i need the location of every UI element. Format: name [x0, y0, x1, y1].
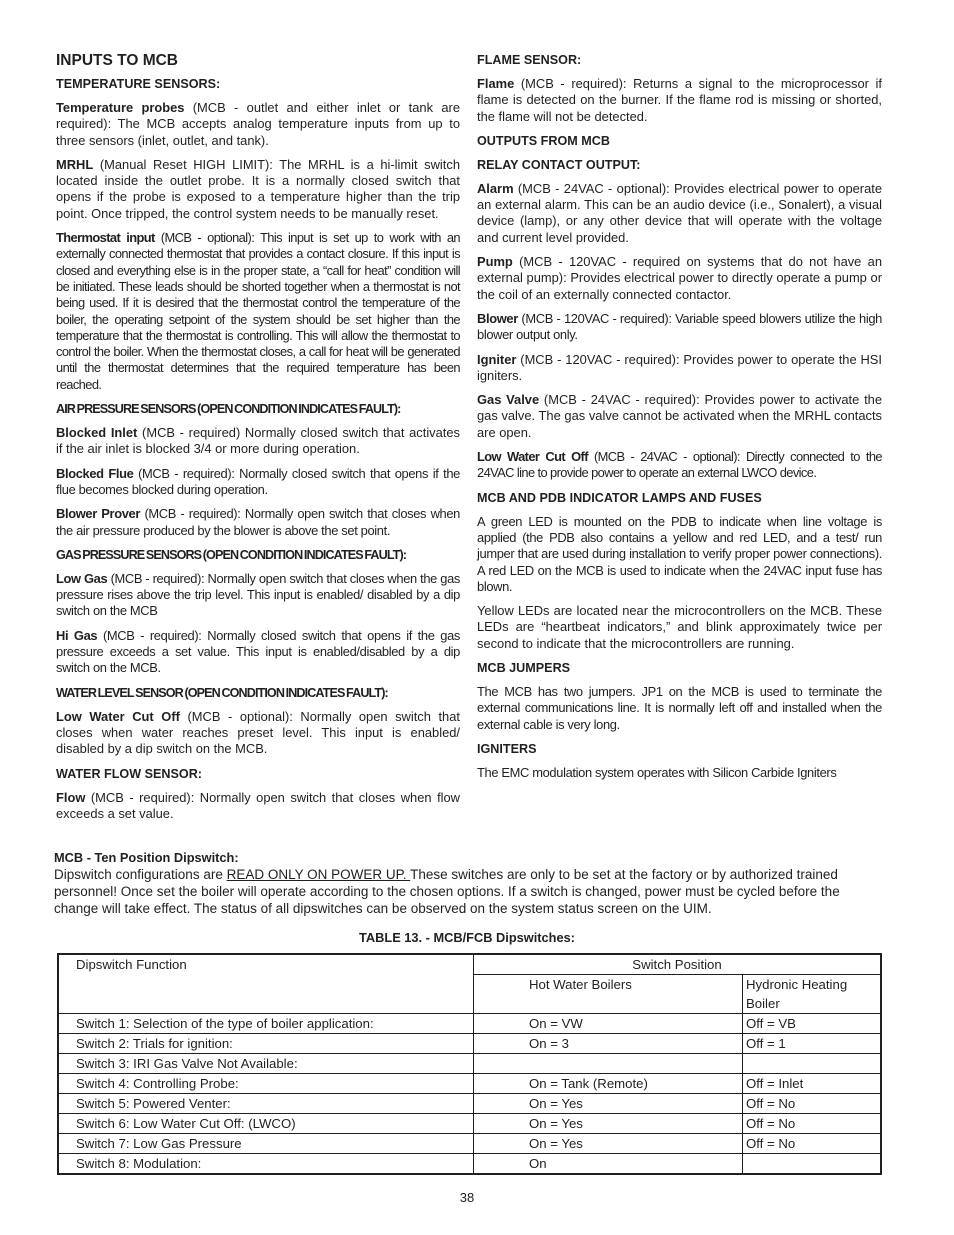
- dipswitch-section: [54, 849, 884, 917]
- term-hi-gas: Hi Gas: [56, 627, 98, 643]
- cell-function: Switch 7: Low Gas Pressure: [58, 1134, 474, 1154]
- cell-hot-water: On = VW: [474, 1014, 743, 1034]
- cell-hydronic: Off = Inlet: [743, 1074, 882, 1094]
- paragraph-lwco-input: [56, 709, 460, 758]
- page-number: 38: [459, 1190, 475, 1205]
- cell-hydronic: Off = No: [743, 1134, 882, 1154]
- paragraph-hi-gas: [56, 628, 460, 677]
- text-blower-prover: (MCB - required): Normally open switch that closes when the air pressure produced by the blower is above the set point.: [56, 506, 460, 538]
- table-header-row: [58, 954, 881, 975]
- cell-function: Switch 6: Low Water Cut Off: (LWCO): [58, 1114, 474, 1134]
- paragraph-flame: [477, 76, 882, 125]
- term-alarm: Alarm: [477, 180, 514, 196]
- paragraph-lamps-1: A green LED is mounted on the PDB to indicate when line voltage is applied (the PDB also contains a yellow and red LED, and a test/ run jumper that are used during installation to verify proper power connections). A red LED on the MCB is used to indicate when the 24VAC input fuse has blown.: [477, 513, 882, 594]
- dipswitch-text-a: Dipswitch configurations are: [54, 867, 227, 882]
- term-pump: Pump: [477, 254, 513, 270]
- dipswitch-table: [57, 953, 882, 1175]
- text-gas-valve: (MCB - 24VAC - required): Provides power to activate the gas valve. The gas valve cannot be activated when the MRHL contacts are open.: [477, 392, 883, 440]
- text-hi-gas: (MCB - required): Normally closed switch that opens if the gas pressure exceeds a set value. This input is enabled/disabled by a dip switch on the MCB.: [56, 627, 460, 676]
- cell-hydronic: [743, 1154, 882, 1175]
- paragraph-thermostat: [56, 230, 460, 393]
- cell-hot-water: On = Yes: [474, 1094, 743, 1114]
- text-blocked-flue: (MCB - required): Normally closed switch that opens if the flue becomes blocked during operation.: [56, 465, 460, 497]
- paragraph-pump: [477, 254, 882, 303]
- term-thermostat: Thermostat input: [56, 230, 155, 246]
- cell-hydronic: Off = No: [743, 1114, 882, 1134]
- term-temperature-probes: Temperature probes: [56, 100, 185, 115]
- text-pump: (MCB - 120VAC - required on systems that do not have an external pump): Provides electrical power to directly operate a pump or the coil of an externally connected contactor.: [477, 254, 882, 302]
- cell-function: Switch 3: IRI Gas Valve Not Available:: [58, 1054, 474, 1074]
- paragraph-igniters: The EMC modulation system operates with Silicon Carbide Igniters: [477, 764, 837, 780]
- subheading-water-flow: WATER FLOW SENSOR:: [56, 766, 202, 781]
- cell-function: Switch 8: Modulation:: [58, 1154, 474, 1175]
- paragraph-alarm: [477, 181, 882, 246]
- term-mrhl: MRHL: [56, 156, 94, 172]
- cell-function: Switch 4: Controlling Probe:: [58, 1074, 474, 1094]
- section-heading-inputs: INPUTS TO MCB: [56, 52, 178, 69]
- term-blocked-inlet: Blocked Inlet: [56, 425, 138, 441]
- subheading-mcb-jumpers: MCB JUMPERS: [477, 661, 571, 676]
- cell-function: Switch 2: Trials for ignition:: [58, 1034, 474, 1054]
- text-thermostat: (MCB - optional): This input is set up to work with an externally connected thermostat that provides a contact closure. If this input is closed and everything else is in the proper state, a “call for heat” condition will be initiated. These leads should be shorted together when a thermostat is not being used. If it is desired that the thermostat control the temperature of the boiler, the operating setpoint of the system should be set higher than the temperature that the thermostat is controlling. This will allow the thermostat to control the boiler. When the thermostat closes, a call for heat will be generated until the thermostat determines that the required temperature has been reached.: [56, 230, 460, 392]
- subheading-temperature-sensors: TEMPERATURE SENSORS:: [56, 77, 221, 91]
- subheading-relay-contact: RELAY CONTACT OUTPUT:: [477, 157, 641, 172]
- term-low-gas: Low Gas: [56, 570, 108, 586]
- subheading-indicator-lamps: MCB AND PDB INDICATOR LAMPS AND FUSES: [477, 490, 762, 505]
- subheading-igniters: IGNITERS: [477, 741, 537, 756]
- cell-function: Switch 5: Powered Venter:: [58, 1094, 474, 1114]
- header-hot-water-boilers: Hot Water Boilers: [474, 975, 743, 1014]
- table-row: [58, 1034, 881, 1054]
- paragraph-gas-valve: [477, 392, 882, 441]
- cell-hot-water: On: [474, 1154, 743, 1175]
- paragraph-mrhl: [56, 157, 460, 222]
- dipswitch-description: [54, 866, 884, 917]
- cell-hot-water: On = Tank (Remote): [474, 1074, 743, 1094]
- table-row: [58, 1014, 881, 1034]
- table-row: [58, 1054, 881, 1074]
- paragraph-lamps-2: Yellow LEDs are located near the microcontrollers on the MCB. These LEDs are “heartbeat indicators,” and blink approximately twice per second to indicate that the microcontrollers are running.: [477, 603, 882, 651]
- text-temperature-probes: (MCB - outlet and either inlet or tank are required): The MCB accepts analog temperature inputs from up to three sensors (inlet, outlet, and tank).: [56, 100, 460, 148]
- cell-hot-water: On = Yes: [474, 1134, 743, 1154]
- table-caption: TABLE 13. - MCB/FCB Dipswitches:: [359, 930, 575, 945]
- table-row: [58, 1074, 881, 1094]
- text-igniter: (MCB - 120VAC - required): Provides power to operate the HSI igniters.: [477, 351, 882, 383]
- subheading-water-level: WATER LEVEL SENSOR (OPEN CONDITION INDICATES FAULT):: [56, 685, 388, 700]
- text-lwco-output: (MCB - 24VAC - optional): Directly connected to the 24VAC line to provide power to operate an external LWCO device.: [477, 449, 882, 481]
- term-blower-prover: Blower Prover: [56, 506, 141, 522]
- cell-hydronic: Off = VB: [743, 1014, 882, 1034]
- text-alarm: (MCB - 24VAC - optional): Provides electrical power to operate an external alarm. This can be an audio device (i.e., Sonalert), a visual device (lamp), or any other device that will operate with the voltage and current level provided.: [477, 180, 882, 245]
- paragraph-low-gas: [56, 571, 460, 620]
- cell-hot-water: On = 3: [474, 1034, 743, 1054]
- term-gas-valve: Gas Valve: [477, 392, 540, 408]
- table-row: [58, 1154, 881, 1175]
- dipswitch-text-underlined: READ ONLY ON POWER UP.: [226, 867, 411, 882]
- term-flow: Flow: [56, 789, 86, 805]
- table-row: [58, 1094, 881, 1114]
- text-blocked-inlet: (MCB - required) Normally closed switch that activates if the air inlet is blocked 3/4 or more during operation.: [56, 425, 460, 457]
- right-column: [477, 52, 882, 789]
- paragraph-blocked-flue: [56, 466, 460, 499]
- table-row: [58, 1114, 881, 1134]
- cell-hydronic: [743, 1054, 882, 1074]
- header-switch-position: Switch Position: [474, 954, 882, 975]
- subheading-flame-sensor: FLAME SENSOR:: [477, 53, 582, 67]
- cell-function: Switch 1: Selection of the type of boiler application:: [58, 1014, 474, 1034]
- text-blower: (MCB - 120VAC - required): Variable speed blowers utilize the high blower output only.: [477, 310, 882, 343]
- term-flame: Flame: [477, 76, 515, 91]
- dipswitch-title: MCB - Ten Position Dipswitch:: [54, 850, 239, 865]
- header-dipswitch-function: Dipswitch Function: [58, 954, 474, 1014]
- cell-hydronic: Off = No: [743, 1094, 882, 1114]
- text-lwco-input: (MCB - optional): Normally open switch that closes when water reaches preset level. This input is enabled/ disabled by a dip switch on the MCB.: [56, 708, 460, 757]
- paragraph-blower-prover: [56, 506, 460, 539]
- subheading-air-pressure: AIR PRESSURE SENSORS (OPEN CONDITION INDICATES FAULT):: [56, 402, 401, 417]
- subheading-outputs: OUTPUTS FROM MCB: [477, 133, 610, 148]
- term-igniter: Igniter: [477, 351, 517, 367]
- paragraph-blower: [477, 311, 882, 344]
- paragraph-lwco-output: [477, 449, 882, 482]
- header-hydronic-heating-boiler: Hydronic Heating Boiler: [743, 975, 882, 1014]
- text-flow: (MCB - required): Normally open switch that closes when flow exceeds a set value.: [56, 789, 460, 821]
- paragraph-blocked-inlet: [56, 425, 460, 458]
- table-row: [58, 1134, 881, 1154]
- term-lwco-input: Low Water Cut Off: [56, 708, 180, 724]
- cell-hot-water: [474, 1054, 743, 1074]
- cell-hot-water: On = Yes: [474, 1114, 743, 1134]
- term-blocked-flue: Blocked Flue: [56, 465, 134, 481]
- paragraph-flow: [56, 790, 460, 823]
- paragraph-igniter: [477, 352, 882, 385]
- subheading-gas-pressure: GAS PRESSURE SENSORS (OPEN CONDITION INDICATES FAULT):: [56, 547, 407, 562]
- paragraph-jumpers: The MCB has two jumpers. JP1 on the MCB is used to terminate the external communications line. It is normally left off and installed when the external cable is very long.: [477, 684, 882, 732]
- term-blower: Blower: [477, 310, 518, 326]
- text-mrhl: (Manual Reset HIGH LIMIT): The MRHL is a hi-limit switch located inside the outlet probe. It is a normally closed switch that opens if the probe is exposed to a temperature higher than the trip point. Once tripped, the control system needs to be manually reset.: [56, 156, 460, 221]
- cell-hydronic: Off = 1: [743, 1034, 882, 1054]
- term-lwco-output: Low Water Cut Off: [477, 449, 588, 465]
- text-low-gas: (MCB - required): Normally open switch that closes when the gas pressure rises above the trip level. This input is enabled/ disabled by a dip switch on the MCB: [56, 570, 460, 619]
- dipswitch-text-b: These switches are only to be set at the factory or by authorized trained personnel! Once set the boiler will operate according to the chosen options. If a switch is changed, power must be cycled before the change will take effect. The status of all dipswitches can be observed on the system status screen on the UIM.: [54, 867, 840, 916]
- text-flame: (MCB - required): Returns a signal to the microprocessor if flame is detected on the burner. If the flame rod is missing or shorted, the flame will not be detected.: [477, 76, 882, 124]
- paragraph-temperature-probes: [56, 100, 460, 149]
- left-column: [56, 52, 460, 830]
